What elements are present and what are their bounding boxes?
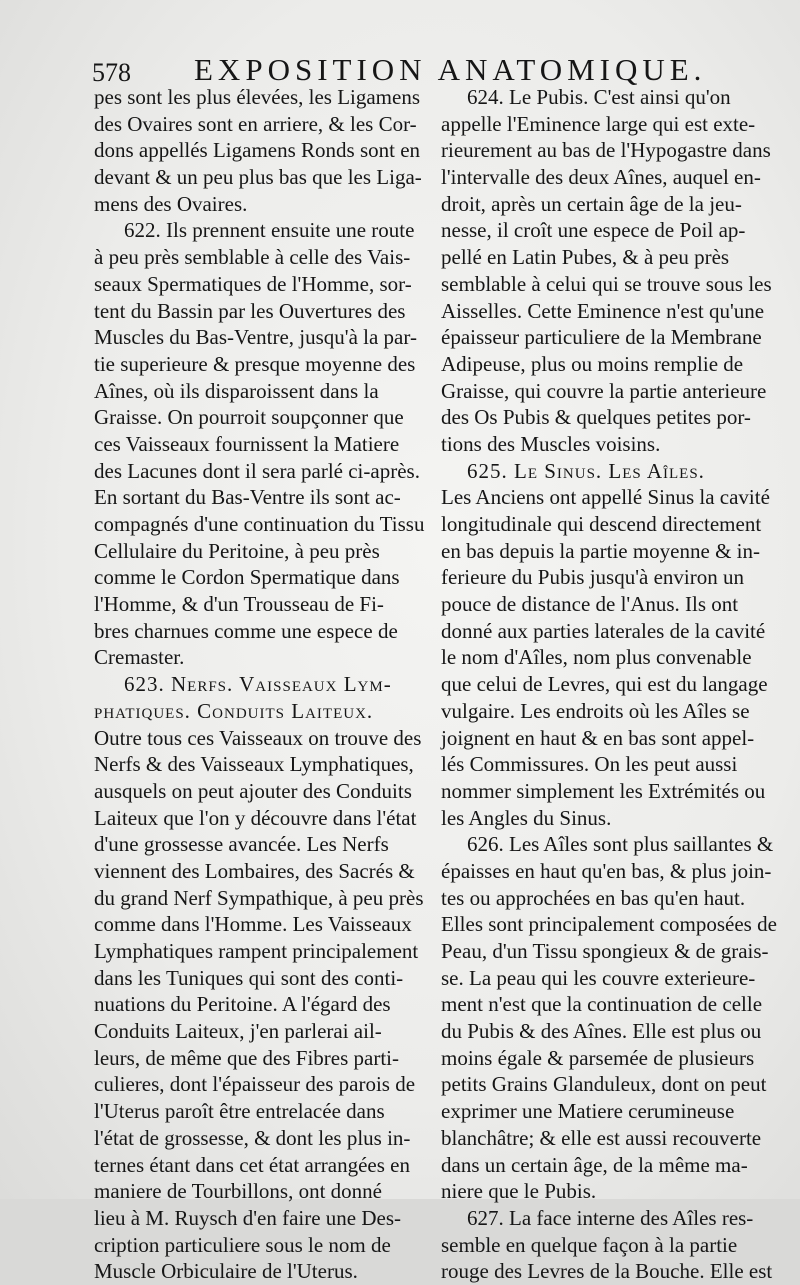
text-line: En sortant du Bas-Ventre ils sont ac- bbox=[94, 485, 401, 510]
text-line: maniere de Tourbillons, ont donné bbox=[94, 1179, 383, 1204]
text-line: nuations du Peritoine. A l'égard des bbox=[94, 992, 391, 1017]
text-line: Nerfs & des Vaisseaux Lymphatiques, bbox=[94, 752, 414, 777]
text-line: nesse, il croît une espece de Poil ap- bbox=[441, 218, 746, 243]
text-line: tions des Muscles voisins. bbox=[441, 431, 661, 456]
text-line: des Ovaires sont en arriere, & les Cor- bbox=[94, 111, 417, 136]
text-line: Muscle Orbiculaire de l'Uterus. bbox=[94, 1259, 358, 1284]
text-line: bres charnues comme une espece de bbox=[94, 618, 398, 643]
text-line: droit, après un certain âge de la jeu- bbox=[441, 191, 742, 216]
text-line: du Pubis & des Aînes. Elle est plus ou bbox=[441, 1019, 762, 1044]
text-line: comme dans l'Homme. Les Vaisseaux bbox=[94, 912, 412, 937]
text-line: Laiteux que l'on y découvre dans l'état bbox=[94, 805, 417, 830]
text-line: épaisseur particuliere de la Membrane bbox=[441, 325, 762, 350]
text-line: comme le Cordon Spermatique dans bbox=[94, 565, 400, 590]
text-line: moins égale & parsemée de plusieurs bbox=[441, 1045, 755, 1070]
text-line: épaisses en haut qu'en bas, & plus join- bbox=[441, 858, 772, 883]
text-line: niere que le Pubis. bbox=[441, 1179, 597, 1204]
text-line: à peu près semblable à celle des Vais- bbox=[94, 245, 411, 270]
text-line: Outre tous ces Vaisseaux on trouve des bbox=[94, 725, 422, 750]
section-heading-623: 623. Nerfs. Vaisseaux Lym- bbox=[124, 672, 392, 697]
text-line: dons appellés Ligamens Ronds sont en bbox=[94, 138, 421, 163]
text-line: viennent des Lombaires, des Sacrés & bbox=[94, 858, 415, 883]
text-line: Aisselles. Cette Eminence n'est qu'une bbox=[441, 298, 765, 323]
text-line: donné aux parties laterales de la cavité bbox=[441, 618, 766, 643]
text-line: leurs, de même que des Fibres parti- bbox=[94, 1045, 399, 1070]
paragraph-627-start: 627. La face interne des Aîles res- bbox=[467, 1205, 754, 1230]
text-line: tie superieure & presque moyenne des bbox=[94, 351, 416, 376]
text-line: ces Vaisseaux fournissent la Matiere bbox=[94, 431, 400, 456]
text-line: du grand Nerf Sympathique, à peu près bbox=[94, 885, 424, 910]
page-number: 578 bbox=[92, 58, 131, 87]
text-line: culieres, dont l'épaisseur des parois de bbox=[94, 1072, 416, 1097]
text-line: des Os Pubis & quelques petites por- bbox=[441, 405, 751, 430]
text-line: Graisse, qui couvre la partie anterieure bbox=[441, 378, 767, 403]
text-line: Graisse. On pourroit soupçonner que bbox=[94, 405, 404, 430]
right-text-column bbox=[441, 84, 777, 1285]
text-line: dans un certain âge, de la même ma- bbox=[441, 1152, 748, 1177]
text-line: que celui de Levres, qui est du langage bbox=[441, 672, 768, 697]
text-line: rouge des Levres de la Bouche. Elle est bbox=[441, 1259, 773, 1284]
text-line: Cremaster. bbox=[94, 645, 185, 670]
text-line: blanchâtre; & elle est aussi recouverte bbox=[441, 1125, 762, 1150]
section-heading-625: 625. Le Sinus. Les Aîles. bbox=[467, 458, 705, 483]
paragraph-622-start: 622. Ils prennent ensuite une route bbox=[124, 218, 415, 243]
text-line: longitudinale qui descend directement bbox=[441, 512, 762, 536]
left-text-column bbox=[94, 84, 425, 1285]
text-line: Cellulaire du Peritoine, à peu près bbox=[94, 538, 380, 563]
text-line: les Angles du Sinus. bbox=[441, 805, 612, 830]
text-line: en bas depuis la partie moyenne & in- bbox=[441, 538, 760, 563]
text-line: le nom d'Aîles, nom plus convenable bbox=[441, 645, 752, 670]
text-line: Aînes, où ils disparoissent dans la bbox=[94, 378, 379, 403]
text-line: pes sont les plus élevées, les Ligamens bbox=[94, 85, 421, 109]
text-line: exprimer une Matiere cerumineuse bbox=[441, 1099, 735, 1124]
text-line: rieurement au bas de l'Hypogastre dans bbox=[441, 138, 771, 163]
text-line: vulgaire. Les endroits où les Aîles se bbox=[441, 698, 750, 723]
text-line: Elles sont principalement composées de bbox=[441, 912, 777, 937]
text-line: tes ou approchées en bas qu'en haut. bbox=[441, 885, 746, 910]
text-line: l'intervalle des deux Aînes, auquel en- bbox=[441, 165, 761, 190]
text-line: Lymphatiques rampent principalement bbox=[94, 939, 419, 963]
text-line: semble en quelque façon à la partie bbox=[441, 1232, 738, 1257]
text-line: ferieure du Pubis jusqu'à environ un bbox=[441, 565, 744, 590]
text-line: Adipeuse, plus ou moins remplie de bbox=[441, 351, 744, 376]
text-line: pouce de distance de l'Anus. Ils ont bbox=[441, 592, 739, 617]
text-line: lés Commissures. On les peut aussi bbox=[441, 752, 738, 777]
text-line: l'état de grossesse, & dont les plus in- bbox=[94, 1125, 411, 1150]
text-line: joignent en haut & en bas sont appel- bbox=[441, 725, 755, 750]
running-title: EXPOSITION ANATOMIQUE. bbox=[194, 52, 707, 87]
text-line: Conduits Laiteux, j'en parlerai ail- bbox=[94, 1019, 382, 1044]
text-line: appelle l'Eminence large qui est exte- bbox=[441, 111, 756, 136]
text-line: nommer simplement les Extrémités ou bbox=[441, 778, 766, 803]
text-line: mens des Ovaires. bbox=[94, 191, 248, 216]
text-line: compagnés d'une continuation du Tissu bbox=[94, 512, 425, 536]
text-line: l'Uterus paroît être entrelacée dans bbox=[94, 1099, 385, 1124]
text-line: ment n'est que la continuation de celle bbox=[441, 992, 763, 1017]
text-line: cription particuliere sous le nom de bbox=[94, 1232, 391, 1257]
text-line: ternes étant dans cet état arrangées en bbox=[94, 1152, 410, 1177]
text-line: des Lacunes dont il sera parlé ci-après. bbox=[94, 458, 420, 483]
text-line: petits Grains Glanduleux, dont on peut bbox=[441, 1072, 767, 1097]
paragraph-626-start: 626. Les Aîles sont plus saillantes & bbox=[467, 832, 774, 857]
text-line: pellé en Latin Pubes, & à peu près bbox=[441, 245, 730, 270]
text-line: lieu à M. Ruysch d'en faire une Des- bbox=[94, 1205, 402, 1230]
section-heading-623-cont: phatiques. Conduits Laiteux. bbox=[94, 698, 374, 723]
text-line: dans les Tuniques qui sont des conti- bbox=[94, 965, 404, 990]
text-line: semblable à celui qui se trouve sous les bbox=[441, 271, 772, 296]
text-line: Muscles du Bas-Ventre, jusqu'à la par- bbox=[94, 325, 417, 350]
text-line: l'Homme, & d'un Trousseau de Fi- bbox=[94, 592, 384, 617]
text-line: seaux Spermatiques de l'Homme, sor- bbox=[94, 271, 412, 296]
text-line: se. La peau qui les couvre exterieure- bbox=[441, 965, 756, 990]
text-line: d'une grossesse avancée. Les Nerfs bbox=[94, 832, 389, 857]
text-line: ausquels on peut ajouter des Conduits bbox=[94, 778, 412, 803]
text-line: Peau, d'un Tissu spongieux & de grais- bbox=[441, 939, 769, 963]
section-heading-624: 624. Le Pubis. C'est ainsi qu'on bbox=[467, 85, 731, 109]
text-line: devant & un peu plus bas que les Liga- bbox=[94, 165, 422, 190]
text-line: Les Anciens ont appellé Sinus la cavité bbox=[441, 485, 770, 510]
text-line: tent du Bassin par les Ouvertures des bbox=[94, 298, 406, 323]
